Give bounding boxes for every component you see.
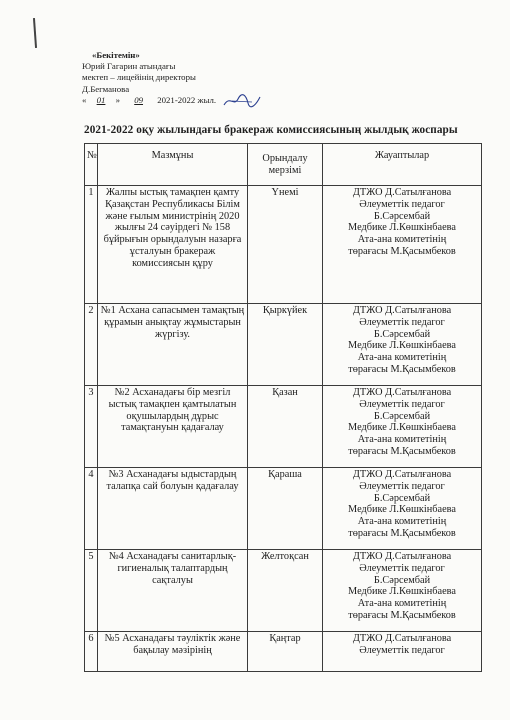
row-deadline: Қараша — [248, 468, 323, 550]
table-row — [85, 304, 482, 386]
table-row — [85, 632, 482, 672]
row-deadline: Үнемі — [248, 186, 323, 304]
responsible-line: Медбике Л.Көшкінбаева — [348, 504, 456, 516]
responsible-line: ДТЖО Д.Сатылғанова — [352, 469, 452, 480]
row-responsible — [323, 468, 482, 550]
responsible-line: Әлеуметтік педагог — [359, 562, 445, 574]
table-header-row — [85, 144, 482, 186]
responsible-line: ДТЖО Д.Сатылғанова — [352, 387, 452, 398]
row-deadline: Қазан — [248, 386, 323, 468]
row-deadline: Қыркүйек — [248, 304, 323, 386]
date-year: 2021-2022 жыл. — [157, 94, 217, 105]
row-content: №3 Асханадағы ыдыстардың талапқа сай болуын қадағалау — [98, 468, 248, 550]
responsible-line: Ата-ана комитетінің — [357, 598, 447, 610]
header-responsible: Жауаптылар — [323, 144, 482, 186]
responsible-line: Ата-ана комитетінің — [357, 352, 447, 364]
responsible-line: Б.Сәрсембай — [373, 574, 431, 586]
date-open-quote: « — [82, 94, 87, 105]
responsible-line: Ата-ана комитетінің — [357, 434, 447, 446]
approval-heading: «Бекітемін» — [92, 50, 140, 60]
row-content: №2 Асханадағы бір мезгіл ыстық тамақпен қамтылатын оқушылардың дұрыс тамақтануын қадағалау — [98, 386, 248, 468]
date-day: 01 — [96, 94, 106, 105]
row-deadline: Желтоқсан — [248, 550, 323, 632]
row-number: 2 — [85, 304, 98, 386]
responsible-line: Медбике Л.Көшкінбаева — [348, 340, 456, 352]
plan-table — [84, 143, 482, 672]
row-number: 1 — [85, 186, 98, 304]
responsible-line: Әлеуметтік педагог — [359, 480, 445, 492]
margin-pen-mark — [33, 18, 37, 48]
responsible-line: Медбике Л.Көшкінбаева — [348, 586, 456, 598]
header-content: Мазмұны — [98, 144, 248, 186]
row-responsible — [323, 186, 482, 304]
row-content: Жалпы ыстық тамақпен қамту Қазақстан Республикасы Білім және ғылым министрінің 2020 жылғы 24 сәуірдегі № 158 бұйрығын орындалуын назарға ұсталуын бракераж комиссиясын құру — [98, 186, 248, 304]
row-number: 3 — [85, 386, 98, 468]
responsible-line: Б.Сәрсембай — [373, 492, 431, 504]
responsible-line: төрағасы М.Қасымбеков — [348, 245, 456, 257]
responsible-line: Б.Сәрсембай — [373, 410, 431, 422]
responsible-line: Әлеуметтік педагог — [359, 198, 445, 210]
responsible-line: төрағасы М.Қасымбеков — [348, 363, 456, 375]
approval-date — [82, 95, 216, 106]
row-responsible — [323, 304, 482, 386]
header-number: № — [85, 144, 98, 186]
responsible-line: төрағасы М.Қасымбеков — [348, 609, 456, 621]
responsible-line: Әлеуметтік педагог — [359, 398, 445, 410]
row-responsible — [323, 632, 482, 672]
row-number: 4 — [85, 468, 98, 550]
table-row — [85, 550, 482, 632]
responsible-line: Б.Сәрсембай — [373, 210, 431, 222]
row-number: 5 — [85, 550, 98, 632]
row-responsible — [323, 550, 482, 632]
responsible-line: ДТЖО Д.Сатылғанова — [352, 551, 452, 562]
responsible-line: ДТЖО Д.Сатылғанова — [352, 305, 452, 316]
director-signature — [222, 93, 262, 109]
responsible-line: Әлеуметтік педагог — [359, 316, 445, 328]
approval-block — [82, 50, 216, 106]
responsible-line: Медбике Л.Көшкінбаева — [348, 222, 456, 234]
header-deadline: Орындалу мерзімі — [248, 144, 323, 186]
table-row — [85, 186, 482, 304]
date-month: 09 — [134, 94, 144, 105]
responsible-line: ДТЖО Д.Сатылғанова — [352, 633, 452, 644]
row-deadline: Қаңтар — [248, 632, 323, 672]
responsible-line: Б.Сәрсембай — [373, 328, 431, 340]
document-title: 2021-2022 оқу жылындағы бракераж комиссиясының жылдық жоспары — [84, 124, 458, 136]
responsible-line: Медбике Л.Көшкінбаева — [348, 422, 456, 434]
approval-director-name: Д.Бегманова — [82, 83, 130, 94]
date-close-quote: » — [115, 94, 121, 105]
table-row — [85, 386, 482, 468]
responsible-line: Ата-ана комитетінің — [357, 234, 447, 246]
row-number: 6 — [85, 632, 98, 672]
row-content: №1 Асхана сапасымен тамақтың құрамын анықтау жұмыстарын жүргізу. — [98, 304, 248, 386]
responsible-line: ДТЖО Д.Сатылғанова — [352, 187, 452, 198]
row-responsible — [323, 386, 482, 468]
responsible-line: төрағасы М.Қасымбеков — [348, 527, 456, 539]
table-row — [85, 468, 482, 550]
responsible-line: Ата-ана комитетінің — [357, 516, 447, 528]
responsible-line: төрағасы М.Қасымбеков — [348, 445, 456, 457]
row-content: №4 Асханадағы санитарлық-гигиеналық талаптардың сақталуы — [98, 550, 248, 632]
approval-director-line: мектеп – лицейінің директоры — [82, 72, 196, 83]
approval-school-line: Юрий Гагарин атындағы — [82, 61, 176, 72]
row-content: №5 Асханадағы тәуліктік және бақылау мәзірінің — [98, 632, 248, 672]
responsible-line: Әлеуметтік педагог — [359, 644, 445, 656]
